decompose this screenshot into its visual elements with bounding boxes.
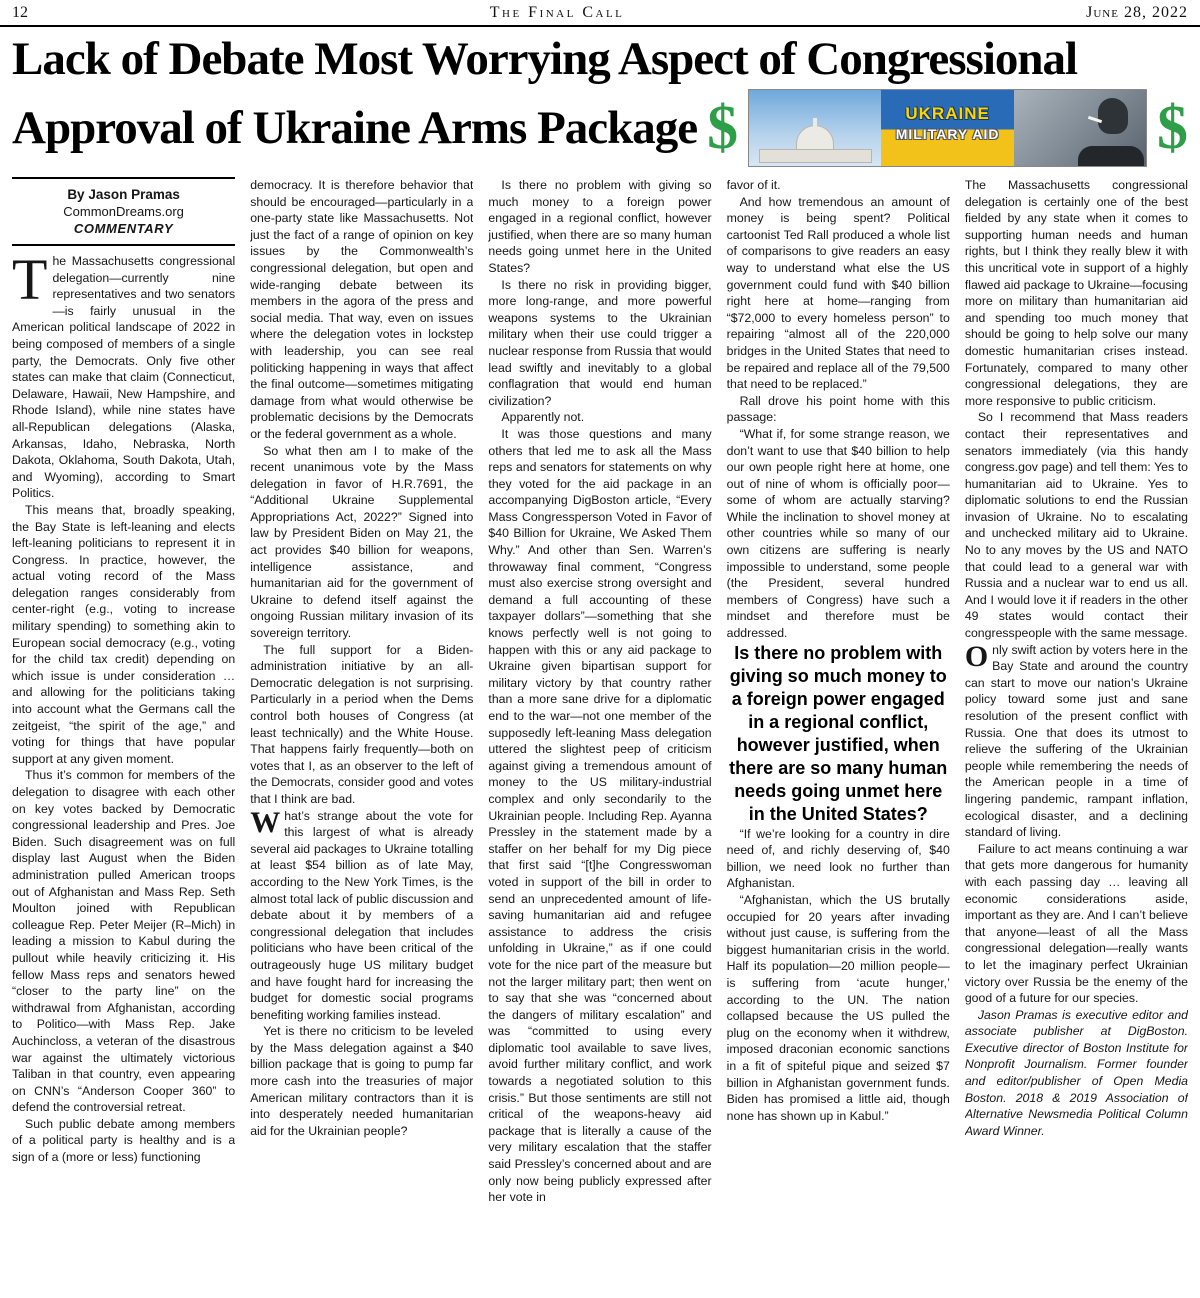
- page-header: [0, 0, 1200, 27]
- paragraph: The Massachusetts congressional delegation is certainly one of the best fielded by any state when it comes to supporting human needs and human rights, but I think they really blew it with this uncritical vote in support of a highly flawed aid package to Ukraine—focusing more on military than humanitarian aid and spending too much money that should be going to help solve our many domestic humanitarian crises instead. Fortunately, compared to many other congressional delegations, they are more responsive to public criticism.: [964, 178, 1189, 408]
- capitol-image: [749, 90, 881, 166]
- paragraph: And how tremendous an amount of money is being spent? Political cartoonist Ted Rall produced a whole list of comparisons to give readers an easy way to understand what else the US government could fund with $40 billion right here at home—ranging from “$72,000 to every homeless person” to repairing “almost all of the 220,000 bridges in the United States that need to be repaired and replace all of the 79,500 that need to be replaced.”: [726, 194, 950, 392]
- person-silhouette-icon: [1098, 98, 1128, 134]
- pull-quote: Is there no problem with giving so much money to a foreign power engaged in a regional conflict, however justified, when there are so many human needs going unmet here in the United States?: [729, 642, 948, 824]
- paragraph: Is there no risk in providing bigger, more long-range, and more powerful weapons systems to the Ukrainian military when their use could trigger a nuclear response from Russia that would lead swiftly and inevitably to a global conflagration that would end human civilization?: [488, 277, 712, 408]
- drop-cap: O: [964, 639, 989, 673]
- flag-label-military-aid: MILITARY AID: [895, 126, 1000, 142]
- capitol-dome-icon: [797, 126, 833, 150]
- paragraph: Such public debate among members of a political party is healthy and is a sign of a (more or less) functioning: [12, 1116, 236, 1165]
- paragraph: This means that, broadly speaking, the Bay State is left-leaning and elects left-leaning politicians to represent it in Congress. In practice, however, the actual voting record of the Mass delegation ranges considerably from center-right (e.g., voting to increase military spending) to something akin to European social democracy (e.g., voting for the child tax credit) depending on which issue is under consideration … and allowing for the politicians taking into account what the Germans call the zeitgeist, “the spirit of the age,” and voting for things that have popular support at any given moment.: [12, 502, 236, 766]
- flag-label-ukraine: UKRAINE: [905, 104, 990, 123]
- article-column-2: [250, 177, 473, 1295]
- paragraph: Yet is there no criticism to be leveled by the Mass delegation against a $40 billion package that is going to pump far more cash into the treasuries of major American military contractors than it is into desperately needed humanitarian aid for the Ukrainian people?: [250, 1024, 474, 1138]
- issue-date: June 28, 2022: [1086, 4, 1188, 21]
- paragraph: Thus it’s common for members of the delegation to disagree with each other on key votes backed by Democratic congressional leadership and Pres. Joe Biden. Such disagreement was on full display last August when the Biden administration pulled American troops out of Afghanistan and Mass Rep. Seth Moulton joined with Republican colleague Rep. Peter Meijer (R–Mich) in leading a mission to Kabul during the pullout while heavily criticizing it. His fellow Mass reps and senators hewed “closer to the party line” on the withdrawal from Afghanistan, according to Politico—with Mass Rep. Jake Auchincloss, a veteran of the disastrous war against the ultimately victorious Taliban in that country, even appearing on CNN’s “Anderson Cooper 360” to defend the controversial retreat.: [12, 768, 236, 1115]
- paragraph: democracy. It is therefore behavior that should be encouraged—particularly in a one-party state like Massachusetts. Not just the fact of a range of opinion on key issues by the Commonwealth’s congressional delegation, but open and wide-ranging debate between its members in the agora of the press and social media. That way, even on issues where the delegation votes in lockstep with leadership, you can see real politicking happening in ways that affect the final outcome—sometimes mitigating damage from what would otherwise be problematic decisions by the Democrats or the federal government as a whole.: [250, 178, 474, 441]
- paragraph: So what then am I to make of the recent unanimous vote by the Mass delegation in favor of H.R.7691, the “Additional Ukraine Supplemental Appropriations Act, 2022?” Signed into law by President Biden on May 21, the act provides $40 billion for weapons, intelligence assistance, and humanitarian aid for the government of Ukraine to defend itself against the ongoing Russian military invasion of its sovereign territory.: [250, 443, 474, 641]
- paragraph: What’s strange about the vote for this largest of what is already several aid packages to Ukraine totalling at least $54 billion as of late May, according to the New York Times, is the almost total lack of public discussion and debate about it by members of a congressional delegation that includes politicians who have been critical of the outrageously huge US military budget and have fought hard for increasing the budget for domestic social programs benefiting working families instead.: [250, 805, 474, 1022]
- masthead: The Final Call: [489, 4, 625, 21]
- dollar-sign-icon-left: $: [707, 94, 739, 162]
- ukraine-flag-image: [881, 90, 1013, 166]
- article-column-1: [12, 177, 235, 1295]
- article-body: [0, 171, 1200, 1295]
- headline-line1: Lack of Debate Most Worrying Aspect of Congressional: [12, 33, 1078, 85]
- paragraph: So I recommend that Mass readers contact their representatives and senators immediately (via this handy congress.gov page) and tell them: Yes to humanitarian aid to Ukraine. Yes to diplomatic solutions to end the Russian invasion of Ukraine. No to escalating and unchecked military aid to Ukraine. No to any moves by the US and NATO that could lead to a general war with Russia and a nuclear war to end us all. And I would love it if readers in the other 49 states would contact their congresspeople with the same message.: [964, 410, 1189, 641]
- paragraph: “What if, for some strange reason, we don’t want to use that $40 billion to help our own people right here at home, one out of nine of whom is officially poor—some of whom are actually starving? While the inclination to shovel money at other countries while so many of our own citizens are suffering is nearly impossible to understand, some people (the President, several hundred members of Congress) have such a mindset and therefore must be addressed.: [726, 426, 950, 641]
- ukraine-aid-photo-montage: [748, 89, 1147, 167]
- paragraph: It was those questions and many others that led me to ask all the Mass reps and senators for statements on why they voted for the aid package in an accompanying DigBoston article, “Every Mass Congressperson Voted in Favor of $40 Billion for Ukraine, We Asked Them Why.” And other than Sen. Warren’s throwaway final comment, “Congress must also exercise strong oversight and demand a full accounting of these taxpayer dollars”—something that she knows perfectly well is not going to happen with this or any aid package to Ukraine given bipartisan support for military victory by that country rather than a more sane drive for a diplomatic end to the war—not one member of the supposedly left-leaning Mass delegation uttered the slightest peep of criticism against giving a tremendous amount of money to the US military-industrial complex and only secondarily to the Ukrainian people. Including Rep. Ayanna Pressley in the statement made by a staffer on her behalf for my Dig piece that first said “[t]he Congresswoman voted in support of the bill in order to send an unprecedented amount of life-saving humanitarian aid and refugee assistance to address the crisis unfolding in Ukraine,” as if one could vote for the nice part of the measure but not the larger military part; then went on to say that she was “concerned about the dangers of military escalation” and was “committed to using every diplomatic tool available to save lives, avoid further military conflict, and work towards a negotiated solution to this crisis.” But those sentiments are still not critical of the weapons-heavy aid package that is literally a cause of the very military escalation that the staffer said Pressley’s concerned about and are only now being publicly expressed after her vote in: [488, 426, 712, 1205]
- article-column-5: [965, 177, 1188, 1295]
- paragraph: “Afghanistan, which the US brutally occupied for 20 years after invading without just cause, is suffering from the biggest humanitarian crisis in the world. Half its population—20 million people—is suffering from ‘acute hunger,’ according to the UN. The nation collapsed because the US pulled the plug on the economy when it withdrew, imposed draconian economic sanctions in a fit of spiteful pique and seized $7 billion in Afghanistan government funds. Biden has promised a little aid, though none has shown up in Kabul.”: [726, 893, 950, 1123]
- byline-author: By Jason Pramas: [67, 187, 180, 202]
- paragraph: favor of it.: [726, 178, 781, 192]
- paragraph: Only swift action by voters here in the Bay State and around the country can start to move our nation’s Ukraine policy toward some just and sane resolution of the present conflict with Russia. One that does its utmost to relieve the suffering of the Ukrainian people while remembering the needs of the American people in a time of lingering pandemic, rampant inflation, ecological disaster, and a declining standard of living.: [964, 639, 1189, 840]
- drop-cap: T: [12, 247, 48, 312]
- headline: [12, 33, 1188, 167]
- author-bio: Jason Pramas is executive editor and associate publisher at DigBoston. Executive director of Boston Institute for Nonprofit Journalism. Former founder and editor/publisher of Open Media Boston. 2018 & 2019 Association of Alternative Newsmedia Political Column Award Winner.: [964, 1007, 1189, 1138]
- commentary-kicker: COMMENTARY: [73, 221, 174, 236]
- paragraph: Failure to act means continuing a war that gets more dangerous for humanity with each passing day … leaving all economic considerations aside, important as they are. And I can’t believe that anyone—least of all the Mass congressional delegation—really wants to let the imaginary perfect Ukrainian victory over Russia be the enemy of the good of a future for our species.: [964, 841, 1189, 1006]
- paragraph: Apparently not.: [501, 410, 585, 425]
- paragraph: Is there no problem with giving so much money to a foreign power engaged in a regional conflict, however justified, when there are so many human needs going unmet here in the United States?: [488, 178, 712, 275]
- paragraph: “If we’re looking for a country in dire need of, and richly deserving of, $40 billion, we need look no further than Afghanistan.: [726, 826, 950, 891]
- page-number: 12: [12, 4, 28, 21]
- paragraph: Rall drove his point home with this passage:: [726, 393, 950, 425]
- byline-box: [12, 177, 235, 246]
- paragraph: The full support for a Biden-administration initiative by an all-Democratic delegation is not surprising. Particularly in a period when the Dems control both houses of Congress (at least technically) and the White House. That happens fairly frequently—both on votes that I, as an observer to the left of the Democrats, consider good and votes that I think are bad.: [250, 642, 474, 806]
- drop-cap: W: [250, 805, 281, 839]
- byline-org: CommonDreams.org: [63, 204, 184, 219]
- article-column-3: [488, 177, 711, 1295]
- article-column-4: [727, 177, 950, 1295]
- dollar-sign-icon-right: $: [1157, 94, 1188, 162]
- headline-line2: Approval of Ukraine Arms Package: [12, 102, 698, 154]
- paragraph: The Massachusetts congressional delegation—currently nine representatives and two senators—is fairly unusual in the American political landscape of 2022 in being composed of members of a single party, the Democrats. Only five other states can make that claim (Connecticut, Delaware, Hawaii, New Hampshire, and Rhode Island), while nine states have all-Republican delegations (Alaska, Arkansas, Idaho, Nebraska, North Dakota, Oklahoma, South Dakota, Utah, and Wyoming), according to Smart Politics.: [12, 247, 236, 501]
- headline-area: [0, 27, 1200, 171]
- biden-portrait-image: [1014, 90, 1146, 166]
